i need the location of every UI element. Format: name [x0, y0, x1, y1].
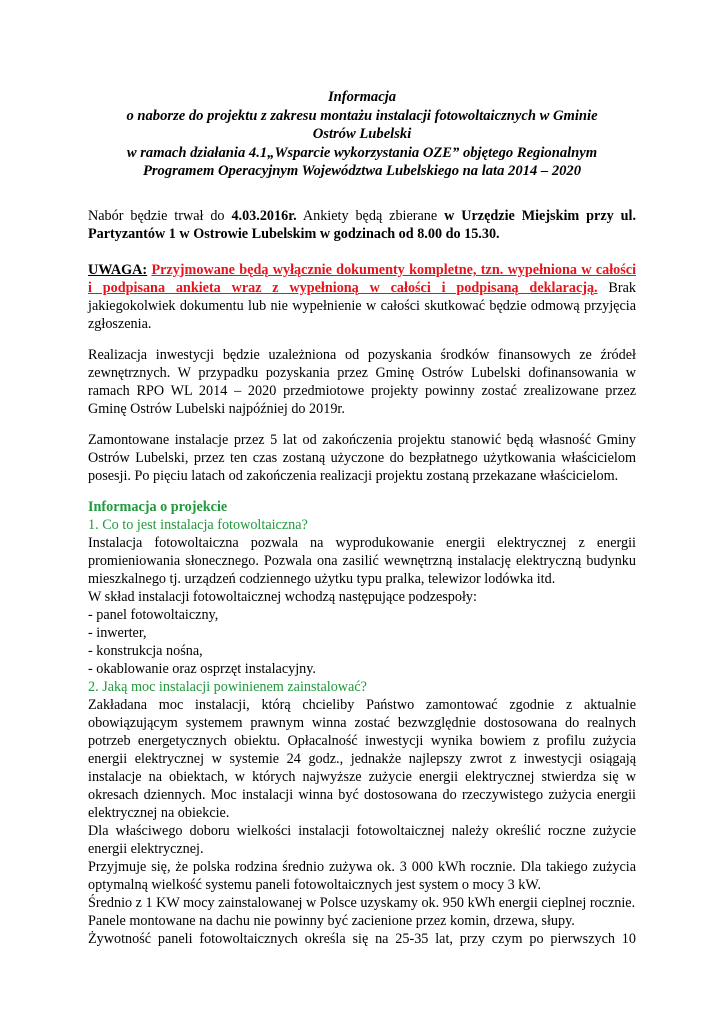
question-1: 1. Co to jest instalacja fotowoltaiczna?: [88, 517, 308, 533]
title-line: Programem Operacyjnym Województwa Lubelskiego na lata 2014 – 2020: [142, 163, 582, 179]
component-item: - panel fotowoltaiczny,: [88, 607, 219, 623]
answer-2-sizing: Dla właściwego doboru wielkości instalacji fotowoltaicznej należy określić roczne zużycie energii elektrycznej.: [88, 823, 636, 857]
recruitment-text-2: Ankiety będą zbierane: [296, 208, 445, 224]
project-info-heading: Informacja o projekcie: [88, 499, 228, 515]
project-info-section: [88, 498, 636, 948]
recruitment-paragraph: [88, 207, 636, 243]
answer-2-lifetime: Żywotność paneli fotowoltaicznych określa się na 25-35 lat, przy czym po pierwszych 10: [88, 931, 636, 947]
component-item: - okablowanie oraz osprzęt instalacyjny.: [88, 661, 316, 677]
warning-label: UWAGA:: [88, 262, 148, 278]
component-item: - inwerter,: [88, 625, 147, 641]
answer-2: Zakładana moc instalacji, którą chcieliby Państwo zamontować zgodnie z aktualnie obowiązującym systemem prawnym winna zostać bezwzględnie dostosowana do realnych potrzeb energetycznych obiektu. Opłacalność inwestycji wynika bowiem z profilu zużycia energii elektrycznej w systemie 24 godz., jednakże najlepszy zwrot z inwestycji osiągają instalacje na obiektach, w których najwyższe zużycie energii elektrycznej stwierdza się w okresach dziennych. Moc instalacji winna być dostosowana do rzeczywistego zużycia energii elektrycznej na obiekcie.: [88, 697, 636, 821]
answer-2-shading: Panele montowane na dachu nie powinny być zacienione przez komin, drzewa, słupy.: [88, 913, 575, 929]
title-line: w ramach działania 4.1„Wsparcie wykorzystania OZE” objętego Regionalnym: [126, 144, 598, 161]
answer-2-yield: Średnio z 1 KW mocy zainstalowanej w Polsce uzyskamy ok. 950 kWh energii cieplnej rocznie.: [88, 895, 636, 911]
recruitment-date: 4.03.2016r.: [231, 208, 297, 224]
components-intro: W skład instalacji fotowoltaicznej wchodzą następujące podzespoły:: [88, 589, 477, 605]
realization-paragraph: Realizacja inwestycji będzie uzależniona od pozyskania środków finansowych ze źródeł zewnętrznych. W przypadku pozyskania przez Gminę Ostrów Lubelski dofinansowania w ramach RPO WL 2014 – 2020 przedmiotowe projekty powinny zostać zrealizowane przez Gminę Ostrów Lubelski najpóźniej do 2019r.: [88, 347, 636, 417]
warning-requirement: Przyjmowane będą wyłącznie dokumenty kompletne, tzn. wypełniona w całości i podpisana ankieta wraz z wypełnioną w całości i podpisaną deklaracją.: [88, 262, 637, 296]
ownership-paragraph: Zamontowane instalacje przez 5 lat od zakończenia projektu stanowić będą własność Gminy Ostrów Lubelski, przez ten czas zostaną użyczone do bezpłatnego użytkowania właścicielom posesji. Po pięciu latach od zakończenia realizacji projektu zostaną przekazane właścicielom.: [88, 432, 636, 484]
answer-1: Instalacja fotowoltaiczna pozwala na wyprodukowanie energii elektrycznej z energii promieniowania słonecznego. Pozwala ona zasilić wewnętrzną instalację elektryczną budynku mieszkalnego tj. urządzeń codziennego użytku typu pralka, telewizor lodówka itd.: [88, 535, 636, 587]
document-title: [88, 88, 636, 181]
warning-paragraph: [88, 261, 636, 333]
title-line: Ostrów Lubelski: [312, 126, 412, 142]
component-item: - konstrukcja nośna,: [88, 643, 203, 659]
warning-rest: Brak jakiegokolwiek dokumentu lub nie wypełnienie w całości skutkować będzie odmową przyjęcia zgłoszenia.: [88, 280, 636, 332]
title-line: o naborze do projektu z zakresu montażu instalacji fotowoltaicznych w Gminie: [126, 107, 598, 124]
title-line: Informacja: [327, 89, 397, 105]
answer-2-consumption: Przyjmuje się, że polska rodzina średnio zużywa ok. 3 000 kWh rocznie. Dla takiego zużycia optymalną wielkość systemu paneli fotowoltaicznych jest system o mocy 3 kW.: [88, 859, 636, 893]
recruitment-place: w Urzędzie Miejskim przy ul. Partyzantów 1 w Ostrowie Lubelskim w godzinach od 8.00 do 15.30.: [88, 208, 636, 242]
recruitment-text: Nabór będzie trwał do: [88, 208, 232, 224]
question-2: 2. Jaką moc instalacji powinienem zainstalować?: [88, 679, 367, 695]
